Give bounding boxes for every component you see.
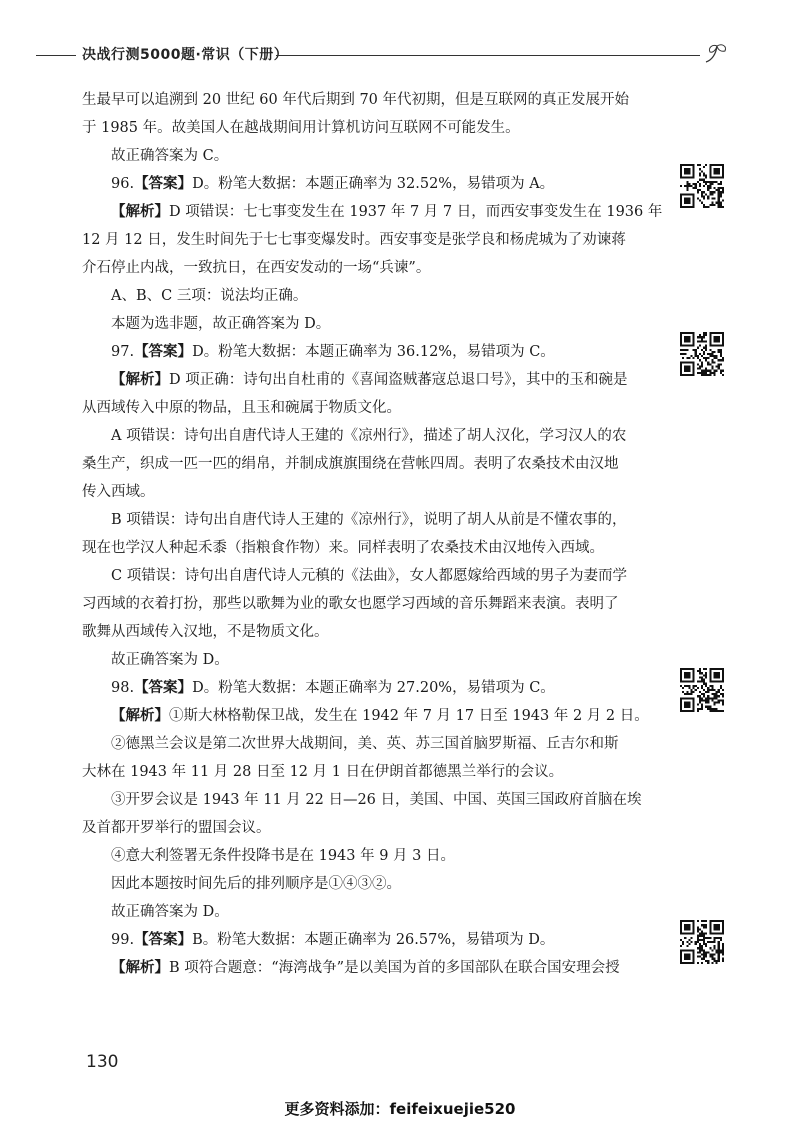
analysis-label: 【解析】: [111, 204, 169, 220]
analysis-text: B 项符合题意：“海湾战争”是以美国为首的多国部队在联合国安理会授: [169, 960, 620, 976]
analysis-text: D 项错误：七七事变发生在 1937 年 7 月 7 日，而西安事变发生在 1936 年: [169, 204, 663, 220]
continuation-line: 大林在 1943 年 11 月 28 日至 12 月 1 日在伊朗首都德黑兰举行的会议。: [82, 764, 564, 780]
analysis-text: ①斯大林格勒保卫战，发生在 1942 年 7 月 17 日至 1943 年 2 月 2 日。: [169, 708, 649, 724]
answer-label: 【答案】: [134, 176, 193, 192]
answer-text: D。粉笔大数据：本题正确率为 32.52%，易错项为 A。: [192, 176, 555, 192]
paragraph-line: ③开罗会议是 1943 年 11 月 22 日—26 日，美国、中国、英国三国政府首脑在埃: [111, 792, 642, 808]
paragraph-line: A、B、C 三项：说法均正确。: [111, 288, 308, 304]
answer-text: D。粉笔大数据：本题正确率为 27.20%，易错项为 C。: [192, 680, 555, 696]
analysis-line: [82, 366, 650, 394]
qr-code-98-icon: [680, 668, 724, 712]
continuation-line: 于 1985 年。故美国人在越战期间用计算机访问互联网不可能发生。: [82, 120, 520, 136]
qr-code-96-icon: [680, 164, 724, 208]
analysis-line: [82, 198, 663, 226]
continuation-line: 及首都开罗举行的盟国会议。: [82, 820, 271, 836]
analysis-label: 【解析】: [111, 372, 169, 388]
paragraph-line: 故正确答案为 D。: [111, 904, 229, 920]
continuation-line: 生最早可以追溯到 20 世纪 60 年代后期到 70 年代初期，但是互联网的真正发展开始: [82, 92, 630, 108]
paragraph-line: A 项错误：诗句出自唐代诗人王建的《凉州行》，描述了胡人汉化，学习汉人的农: [111, 428, 627, 444]
paragraph-line: 因此本题按时间先后的排列顺序是①④③②。: [111, 876, 401, 892]
answer-line: [82, 674, 650, 702]
paragraph-line: ④意大利签署无条件投降书是在 1943 年 9 月 3 日。: [111, 848, 456, 864]
qr-code-97-icon: [680, 332, 724, 376]
paragraph-line: 本题为选非题，故正确答案为 D。: [111, 316, 331, 332]
leaf-ornament-icon: [702, 40, 732, 70]
analysis-text: D 项正确：诗句出自杜甫的《喜闻盗贼蕃寇总退口号》，其中的玉和碗是: [169, 372, 628, 388]
qr-code-99-icon: [680, 920, 724, 964]
paragraph-line: B 项错误：诗句出自唐代诗人王建的《凉州行》，说明了胡人从前是不懂农事的，: [111, 512, 627, 528]
analysis-line: [82, 954, 650, 982]
paragraph-line: 故正确答案为 C。: [111, 148, 229, 164]
paragraph-line: ②德黑兰会议是第二次世界大战期间，美、英、苏三国首脑罗斯福、丘吉尔和斯: [111, 736, 619, 752]
question-number: 99.: [111, 932, 135, 948]
analysis-line: [82, 702, 650, 730]
answer-line: [82, 926, 650, 954]
paragraph-line: 故正确答案为 D。: [111, 652, 229, 668]
continuation-line: 桑生产，织成一匹一匹的绢帛，并制成旗旗围绕在营帐四周。表明了农桑技术由汉地: [82, 456, 619, 472]
continuation-line: 传入西域。: [82, 484, 155, 500]
footer-contact-note: 更多资料添加：feifeixuejie520: [284, 1100, 516, 1118]
answer-text: B。粉笔大数据：本题正确率为 26.57%，易错项为 D。: [192, 932, 555, 948]
answer-label: 【答案】: [134, 932, 193, 948]
continuation-line: 介石停止内战，一致抗日，在西安发动的一场“兵谏”。: [82, 260, 431, 276]
question-number: 98.: [111, 680, 135, 696]
analysis-label: 【解析】: [111, 960, 169, 976]
question-number: 96.: [111, 176, 135, 192]
book-title: 决战行测5000题·常识（下册）: [82, 47, 289, 63]
continuation-line: 从西域传入中原的物品，且玉和碗属于物质文化。: [82, 400, 401, 416]
answer-line: [82, 338, 650, 366]
header-rule-left: [36, 55, 76, 56]
continuation-line: 现在也学汉人种起禾黍（指粮食作物）来。同样表明了农桑技术由汉地传入西域。: [82, 540, 604, 556]
continuation-line: 习西域的衣着打扮，那些以歌舞为业的歌女也愿学习西域的音乐舞蹈来表演。表明了: [82, 596, 619, 612]
analysis-label: 【解析】: [111, 708, 169, 724]
answer-explanations: [82, 86, 663, 982]
continuation-line: 歌舞从西域传入汉地，不是物质文化。: [82, 624, 329, 640]
paragraph-line: C 项错误：诗句出自唐代诗人元稹的《法曲》，女人都愿嫁给西域的男子为妻而学: [111, 568, 627, 584]
answer-text: D。粉笔大数据：本题正确率为 36.12%，易错项为 C。: [192, 344, 555, 360]
header-rule-right: [276, 55, 700, 56]
answer-line: [82, 170, 650, 198]
answer-label: 【答案】: [134, 344, 193, 360]
question-number: 97.: [111, 344, 135, 360]
answer-label: 【答案】: [134, 680, 193, 696]
continuation-line: 12 月 12 日，发生时间先于七七事变爆发时。西安事变是张学良和杨虎城为了劝谏蒋: [82, 232, 626, 248]
page-number: 130: [86, 1052, 119, 1072]
running-header: [0, 40, 800, 70]
